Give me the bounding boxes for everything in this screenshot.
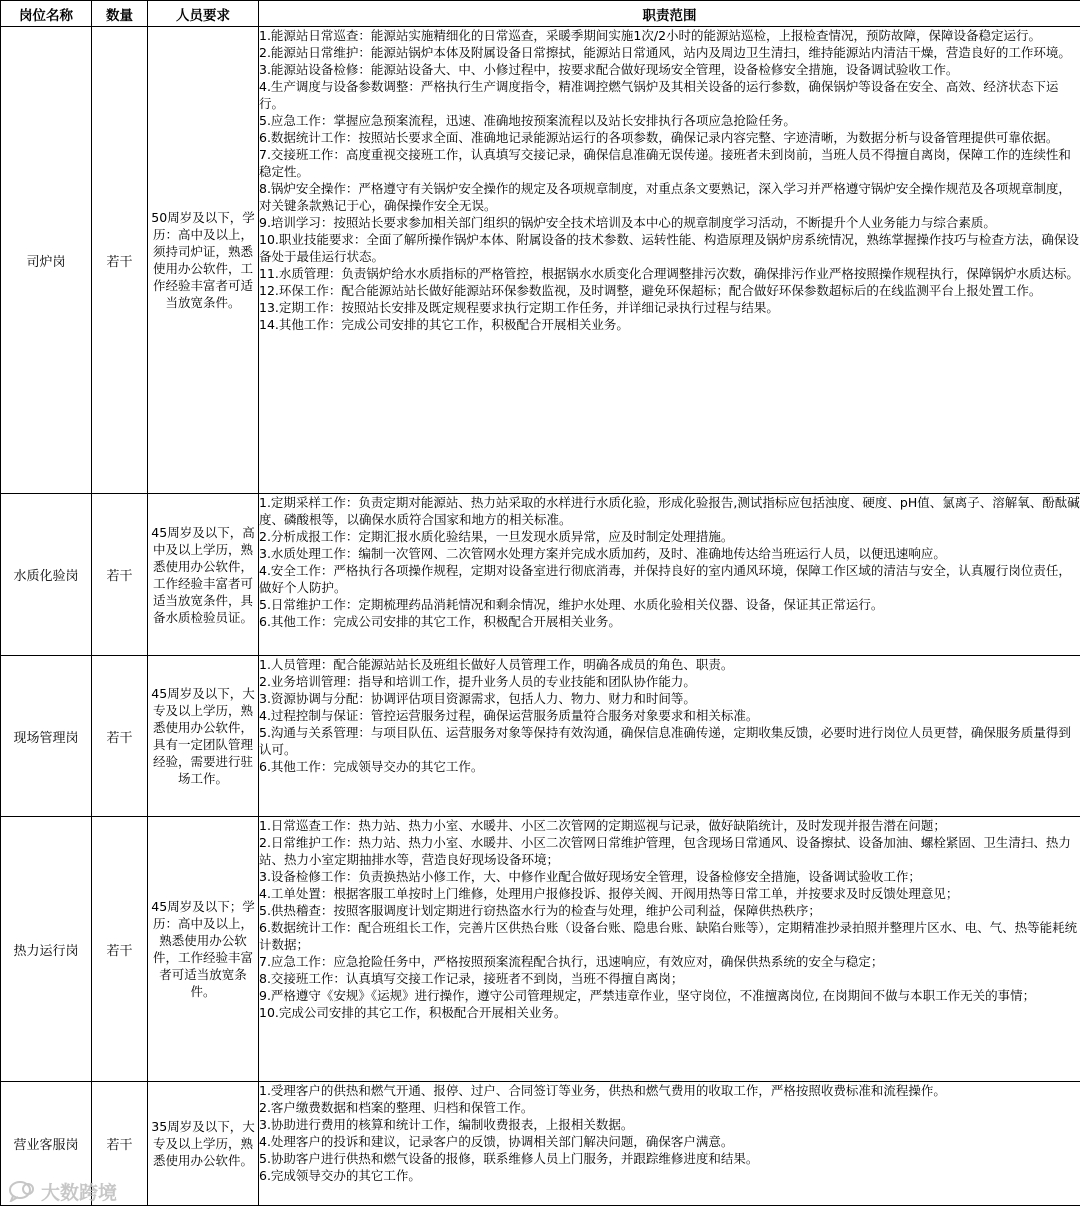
duty-item: 5.协助客户进行供热和燃气设备的报修，联系维修人员上门服务，并跟踪维修进度和结果。 <box>259 1151 759 1166</box>
post-quantity: 若干 <box>92 27 148 494</box>
post-name: 营业客服岗 <box>1 1082 92 1206</box>
table-row <box>1 817 1080 1082</box>
duty-item: 2.日常维护工作：热力站、热力小室、水暖井、小区二次管网日常维护管理，包含现场日常通风、设备擦拭、设备加油、螺栓紧固、卫生清扫、热力站、热力小室定期抽排水等，营造良好现场设备环境； <box>259 835 1071 867</box>
duty-item: 6.数据统计工作：配合班组长工作，完善片区供热台账（设备台账、隐患台账、缺陷台账等），定期精准抄录拍照并整理片区水、电、气、热等能耗统计数据； <box>259 920 1078 952</box>
duty-item: 1.日常巡查工作：热力站、热力小室、水暖井、小区二次管网的定期巡视与记录，做好缺陷统计，及时发现并报告潜在问题； <box>259 818 946 833</box>
duties-cell <box>259 817 1080 1082</box>
duty-item: 14.其他工作：完成公司安排的其它工作，积极配合开展相关业务。 <box>259 317 629 332</box>
duties-cell <box>259 27 1080 494</box>
table-header-row <box>1 1 1080 27</box>
duty-item: 10.职业技能要求：全面了解所操作锅炉本体、附属设备的技术参数、运转性能、构造原理及锅炉房系统情况，熟练掌握操作技巧与检查方法，确保设备处于最佳运行状态。 <box>259 232 1079 264</box>
duty-item: 3.设备检修工作：负责换热站小修工作，大、中修作业配合做好现场安全管理，设备检修安全措施，设备调试验收工作； <box>259 869 921 884</box>
duty-item: 2.分析成报工作：定期汇报水质化验结果，一旦发现水质异常，应及时制定处理措施。 <box>259 529 734 544</box>
requirements-cell <box>148 494 259 656</box>
duty-item: 6.完成领导交办的其它工作。 <box>259 1168 421 1183</box>
requirements-text: 45周岁及以下，大专及以上学历，熟悉使用办公软件，具有一定团队管理经验，需要进行驻场工作。 <box>151 686 255 786</box>
header-post: 岗位名称 <box>1 1 92 27</box>
requirements-text: 35周岁及以下，大专及以上学历，熟悉使用办公软件。 <box>151 1119 255 1168</box>
duty-item: 4.安全工作：严格执行各项操作规程，定期对设备室进行彻底消毒，并保持良好的室内通风环境，保障工作区域的清洁与安全，认真履行岗位责任，做好个人防护。 <box>259 563 1071 595</box>
duty-item: 6.其他工作：完成领导交办的其它工作。 <box>259 759 484 774</box>
post-quantity: 若干 <box>92 656 148 817</box>
table-row <box>1 656 1080 817</box>
duty-item: 12.环保工作：配合能源站站长做好能源站环保参数监视，及时调整，避免环保超标；配合做好环保参数超标后的在线监测平台上报处置工作。 <box>259 283 1042 298</box>
duty-item: 7.应急工作：应急抢险任务中，严格按照预案流程配合执行，迅速响应，有效应对，确保供热系统的安全与稳定； <box>259 954 884 969</box>
duty-item: 6.数据统计工作：按照站长要求全面、准确地记录能源站运行的各项参数，确保记录内容完整、字迹清晰，为数据分析与设备管理提供可靠依据。 <box>259 130 1059 145</box>
requirements-cell <box>148 656 259 817</box>
requirements-text: 45周岁及以下；学历：高中及以上，熟悉使用办公软件，工作经验丰富者可适当放宽条件。 <box>151 899 255 999</box>
duty-item: 11.水质管理：负责锅炉给水水质指标的严格管控，根据锅水水质变化合理调整排污次数，确保排污作业严格按照操作规程执行，保障锅炉水质达标。 <box>259 266 1079 281</box>
duty-item: 4.过程控制与保证：管控运营服务过程，确保运营服务质量符合服务对象要求和相关标准。 <box>259 708 759 723</box>
requirements-text: 45周岁及以下，高中及以上学历，熟悉使用办公软件，工作经验丰富者可适当放宽条件，具备水质检验员证。 <box>151 524 255 625</box>
duty-item: 5.日常维护工作：定期梳理药品消耗情况和剩余情况，维护水处理、水质化验相关仪器、设备，保证其正常运行。 <box>259 597 884 612</box>
requirements-cell <box>148 27 259 494</box>
duty-item: 2.能源站日常维护：能源站锅炉本体及附属设备日常擦拭，能源站日常通风，站内及周边卫生清扫，维持能源站内清洁干燥，营造良好的工作环境。 <box>259 45 1071 60</box>
post-name: 热力运行岗 <box>1 817 92 1082</box>
post-quantity: 若干 <box>92 494 148 656</box>
duty-item: 4.处理客户的投诉和建议，记录客户的反馈，协调相关部门解决问题，确保客户满意。 <box>259 1134 734 1149</box>
duties-cell <box>259 656 1080 817</box>
duty-item: 3.资源协调与分配：协调评估项目资源需求，包括人力、物力、财力和时间等。 <box>259 691 696 706</box>
header-requirements: 人员要求 <box>148 1 259 27</box>
post-name: 现场管理岗 <box>1 656 92 817</box>
duty-item: 1.定期采样工作：负责定期对能源站、热力站采取的水样进行水质化验，形成化验报告,测试指标应包括浊度、硬度、pH值、氯离子、溶解氧、酚酞碱度、磷酸根等，以确保水质符合国家和地方的相关标准。 <box>259 495 1080 527</box>
duties-cell <box>259 494 1080 656</box>
duty-item: 7.交接班工作：高度重视交接班工作，认真填写交接记录，确保信息准确无误传递。接班者未到岗前，当班人员不得擅自离岗，保障工作的连续性和稳定性。 <box>259 147 1071 179</box>
post-name: 司炉岗 <box>1 27 92 494</box>
duty-item: 9.培训学习：按照站长要求参加相关部门组织的锅炉安全技术培训及本中心的规章制度学习活动，不断提升个人业务能力与综合素质。 <box>259 215 996 230</box>
post-quantity: 若干 <box>92 817 148 1082</box>
requirements-cell <box>148 817 259 1082</box>
table-row <box>1 27 1080 494</box>
duty-item: 3.能源站设备检修：能源站设备大、中、小修过程中，按要求配合做好现场安全管理，设备检修安全措施，设备调试验收工作。 <box>259 62 959 77</box>
header-qty: 数量 <box>92 1 148 27</box>
duties-cell <box>259 1082 1080 1206</box>
duty-item: 5.沟通与关系管理：与项目队伍、运营服务对象等保持有效沟通，确保信息准确传递，定期收集反馈，必要时进行岗位人员更替，确保服务质量得到认可。 <box>259 725 1071 757</box>
duty-item: 2.业务培训管理：指导和培训工作，提升业务人员的专业技能和团队协作能力。 <box>259 674 696 689</box>
duty-item: 5.应急工作：掌握应急预案流程，迅速、准确地按预案流程以及站长安排执行各项应急抢险任务。 <box>259 113 796 128</box>
duty-item: 1.能源站日常巡查：能源站实施精细化的日常巡查，采暖季期间实施1次/2小时的能源站巡检，上报检查情况，预防故障，保障设备稳定运行。 <box>259 28 1042 43</box>
duty-item: 5.供热稽查：按照客服调度计划定期进行窃热盗水行为的检查与处理，维护公司利益，保障供热秩序； <box>259 903 821 918</box>
requirements-text: 50周岁及以下，学历：高中及以上，须持司炉证，熟悉使用办公软件，工作经验丰富者可适当放宽条件。 <box>151 210 255 310</box>
duty-item: 8.锅炉安全操作：严格遵守有关锅炉安全操作的规定及各项规章制度，对重点条文要熟记，深入学习并严格遵守锅炉安全操作规范及各项规章制度，对关键条款熟记于心，确保操作安全无误。 <box>259 181 1071 213</box>
watermark <box>8 1178 117 1204</box>
table-row <box>1 1082 1080 1206</box>
requirements-cell <box>148 1082 259 1206</box>
duty-item: 10.完成公司安排的其它工作，积极配合开展相关业务。 <box>259 1005 567 1020</box>
duty-item: 6.其他工作：完成公司安排的其它工作，积极配合开展相关业务。 <box>259 614 621 629</box>
chat-bubble-logo-icon <box>8 1180 36 1202</box>
post-name: 水质化验岗 <box>1 494 92 656</box>
post-quantity: 若干 <box>92 1082 148 1206</box>
duty-item: 13.定期工作：按照站长安排及既定规程要求执行定期工作任务，并详细记录执行过程与结果。 <box>259 300 779 315</box>
duty-item: 3.协助进行费用的核算和统计工作，编制收费报表，上报相关数据。 <box>259 1117 634 1132</box>
duty-item: 4.生产调度与设备参数调整：严格执行生产调度指令，精准调控燃气锅炉及其相关设备的运行参数，确保锅炉等设备在安全、高效、经济状态下运行。 <box>259 79 1059 111</box>
header-duties: 职责范围 <box>259 1 1080 27</box>
duty-item: 2.客户缴费数据和档案的整理、归档和保管工作。 <box>259 1100 534 1115</box>
watermark-text: 大数跨境 <box>41 1181 118 1204</box>
duty-item: 4.工单处置：根据客服工单按时上门维修，处理用户报修投诉、报停关阀、开阀用热等日常工单，并按要求及时反馈处理意见； <box>259 886 959 901</box>
duty-item: 8.交接班工作：认真填写交接工作记录，接班者不到岗，当班不得擅自离岗； <box>259 971 684 986</box>
duty-item: 9.严格遵守《安规》《运规》进行操作，遵守公司管理规定，严禁违章作业，坚守岗位，不准擅离岗位, 在岗期间不做与本职工作无关的事情； <box>259 988 1036 1003</box>
duty-item: 1.受理客户的供热和燃气开通、报停、过户、合同签订等业务，供热和燃气费用的收取工作，严格按照收费标准和流程操作。 <box>259 1083 946 1098</box>
duty-item: 3.水质处理工作：编制一次管网、二次管网水处理方案并完成水质加药，及时、准确地传达给当班运行人员，以便迅速响应。 <box>259 546 946 561</box>
table-row <box>1 494 1080 656</box>
duty-item: 1.人员管理：配合能源站站长及班组长做好人员管理工作，明确各成员的角色、职责。 <box>259 657 734 672</box>
